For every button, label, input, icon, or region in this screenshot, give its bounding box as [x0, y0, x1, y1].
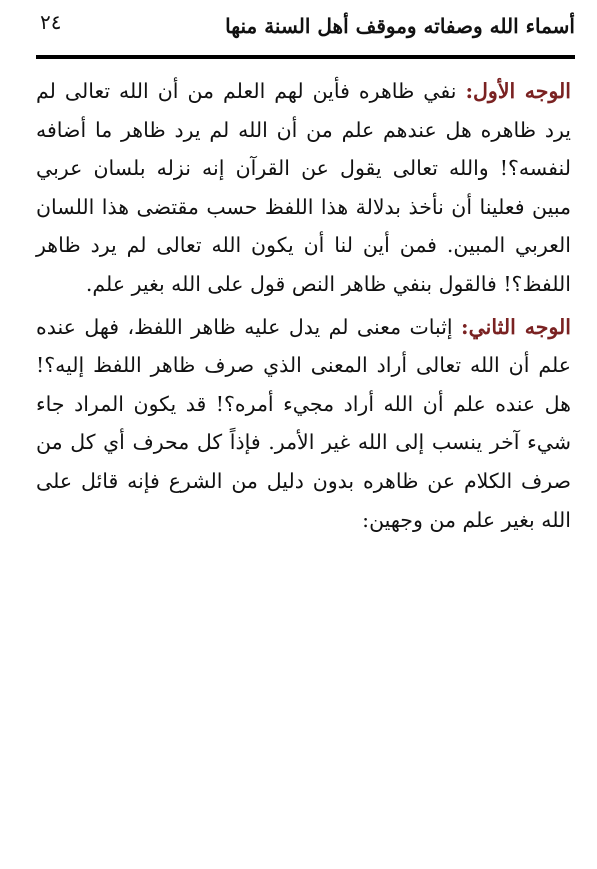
paragraph-text: نفي ظاهره فأين لهم العلم من أن الله تعالى لم يرد ظاهره هل عندهم علم من أن الله لم يرد ظاهر ما أضافه لنفسه؟! والله تعالى يقول عن القرآن إنه نزله بلسان عربي مبين فعلينا أن نأخذ بدلالة هذا اللفظ حسب مقتضى هذا اللسان العربي المبين. فمن أين لنا أن يكون الله تعالى لم يرد ظاهر اللفظ؟! فالقول بنفي ظاهر النص قول على الله بغير علم. [36, 79, 571, 296]
paragraph-heading: الوجه الأول: [465, 79, 571, 103]
paragraph-heading: الوجه الثاني: [461, 314, 571, 339]
running-title: أسماء الله وصفاته وموقف أهل السنة منها [225, 14, 575, 38]
paragraph-text: إثبات معنى لم يدل عليه ظاهر اللفظ، فهل عنده علم أن الله تعالى أراد المعنى الذي صرف ظاهر اللفظ إليه؟! هل عنده علم أن الله أراد مجيء أمره؟! قد يكون المراد جاء شيء آخر ينسب إلى الله غير الأمر. فإذاً كل محرف أي كل من صرف الكلام عن ظاهره بدون دليل من الشرع فإنه قائل على الله بغير علم من وجهين: [36, 314, 571, 532]
paragraph-first-aspect [36, 72, 571, 304]
page-body [36, 72, 571, 543]
paragraph-second-aspect [36, 308, 571, 540]
page-header [36, 10, 575, 46]
page-number: ٢٤ [40, 10, 62, 34]
header-divider [36, 55, 575, 59]
